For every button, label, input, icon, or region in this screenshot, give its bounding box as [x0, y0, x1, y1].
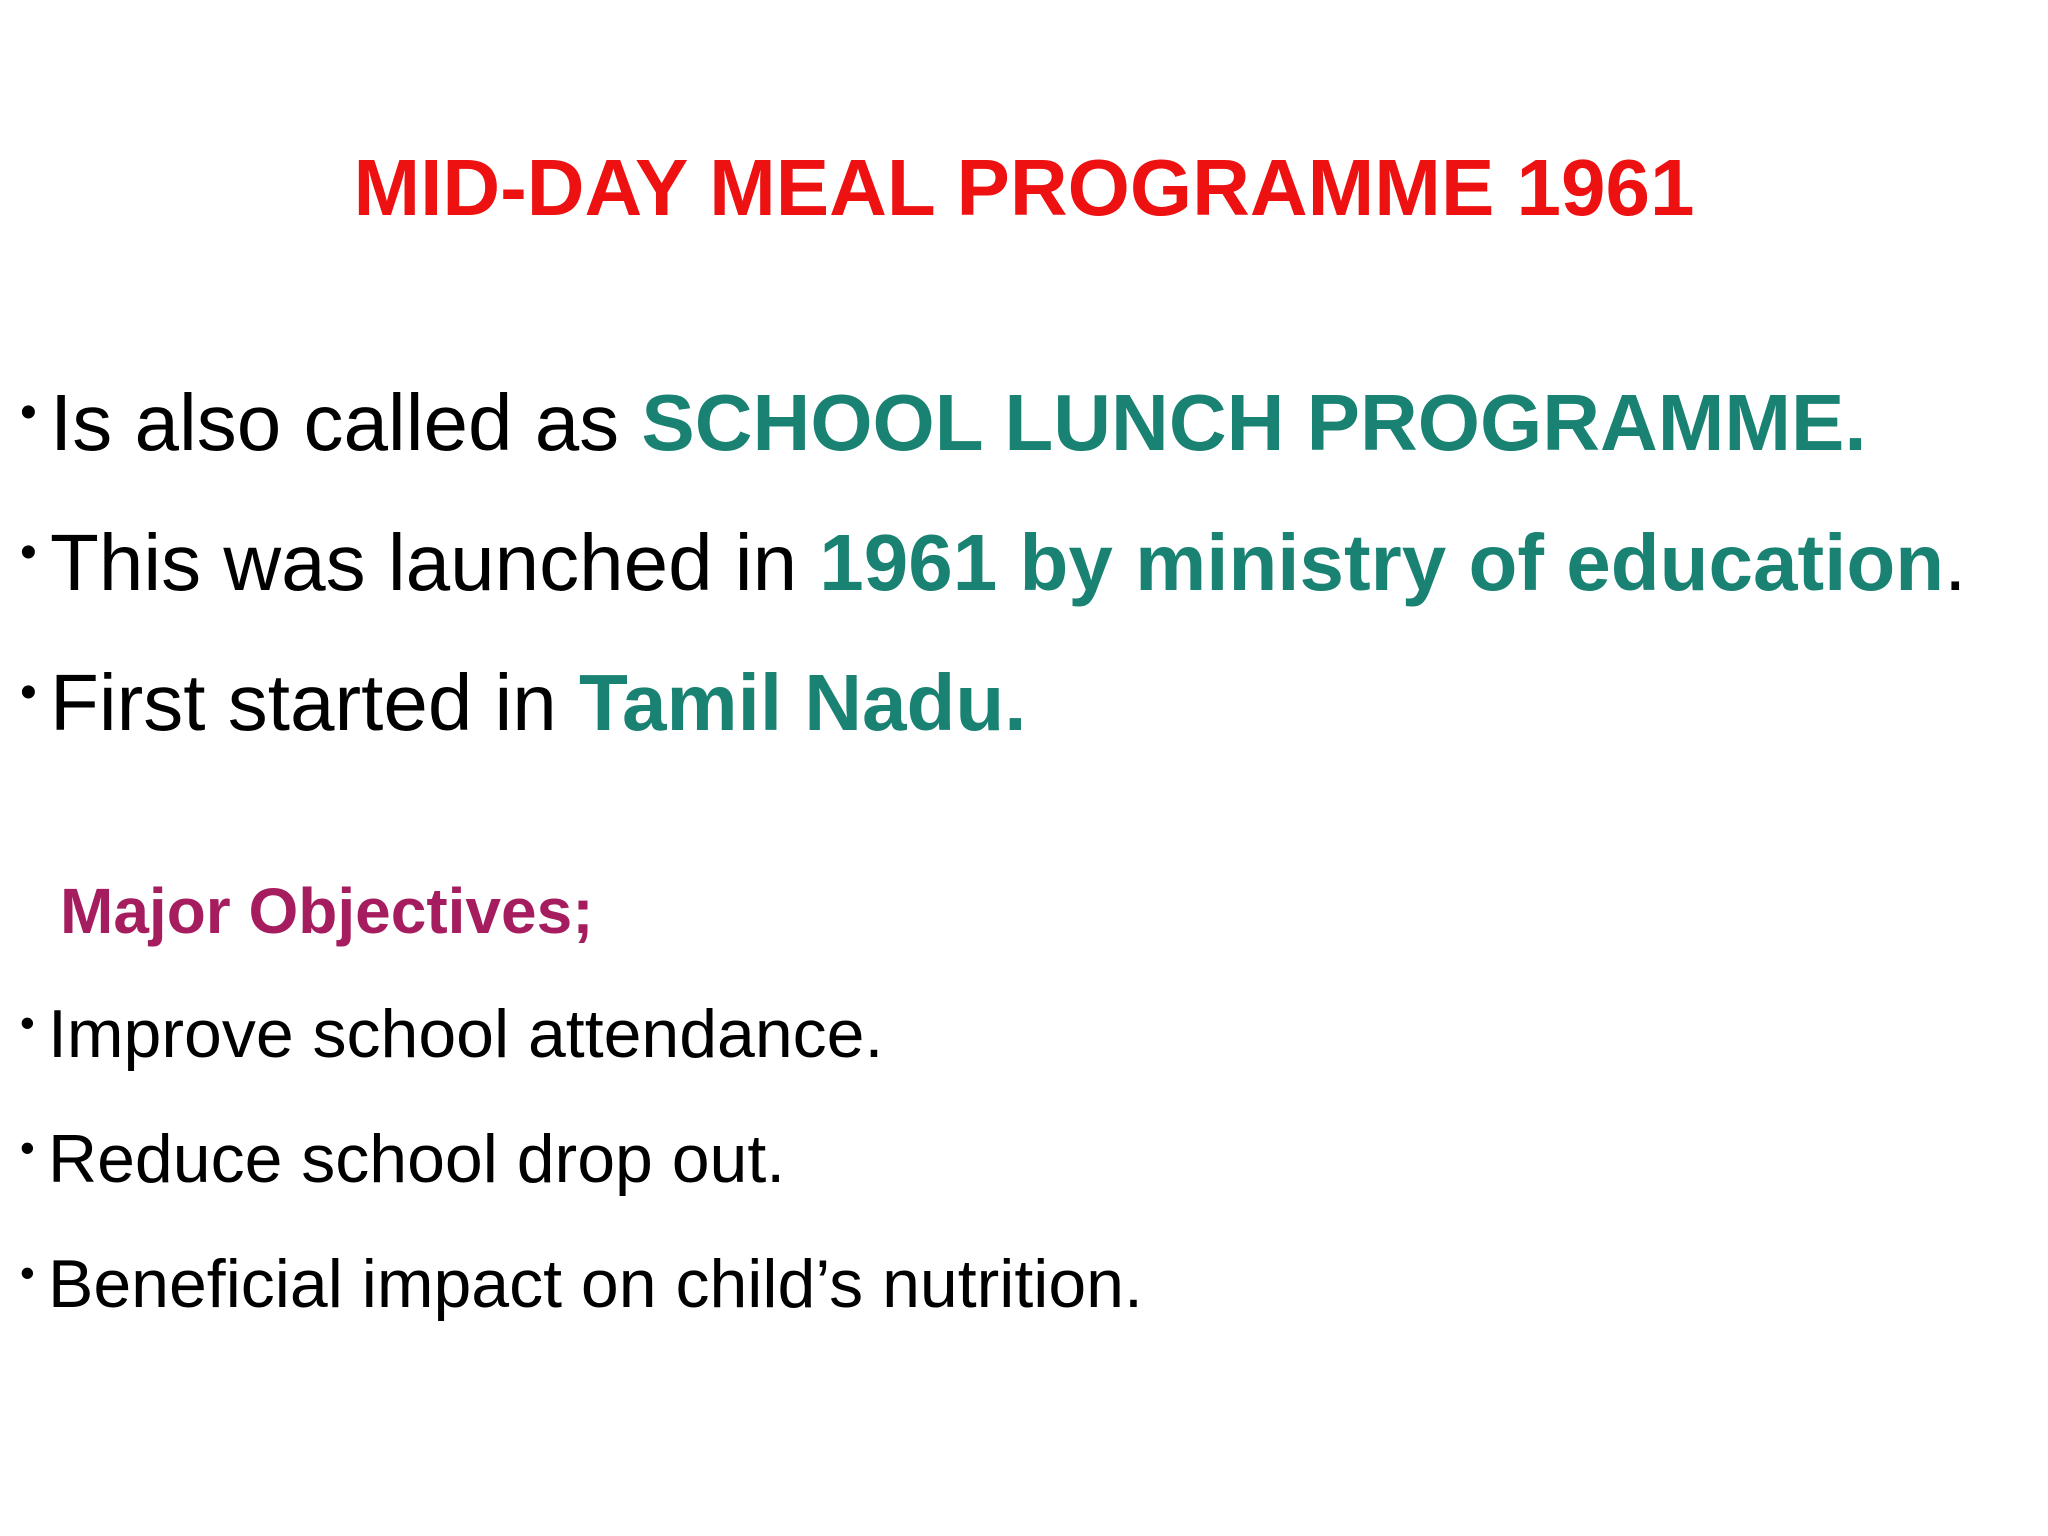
bullet-icon: • — [20, 999, 35, 1046]
objective-item — [20, 966, 2020, 1091]
slide-title: MID-DAY MEAL PROGRAMME 1961 — [353, 143, 1695, 232]
objective-text: Beneficial impact on child’s nutrition. — [48, 1246, 1143, 1322]
objective-item — [20, 1091, 2020, 1216]
objectives-list — [20, 966, 2020, 1341]
objective-text: Improve school attendance. — [48, 996, 884, 1072]
key-point-highlight: Tamil Nadu. — [579, 658, 1027, 747]
key-point-tail: . — [1944, 518, 1967, 607]
key-point-highlight: SCHOOL LUNCH PROGRAMME. — [641, 378, 1867, 467]
bullet-icon: • — [20, 666, 37, 719]
objective-item — [20, 1216, 2020, 1341]
key-point-3 — [20, 628, 2040, 768]
key-point-text: Is also called as — [50, 378, 642, 467]
bullet-icon: • — [20, 1249, 35, 1296]
key-point-1 — [20, 348, 2040, 488]
objective-text: Reduce school drop out. — [48, 1121, 786, 1197]
key-point-highlight: 1961 by ministry of education — [819, 518, 1945, 607]
key-point-text: This was launched in — [50, 518, 820, 607]
key-points-list — [20, 348, 2040, 768]
objectives-heading: Major Objectives; — [60, 875, 594, 947]
key-point-2 — [20, 488, 2040, 628]
key-point-text: First started in — [50, 658, 580, 747]
bullet-icon: • — [20, 526, 37, 579]
bullet-icon: • — [20, 1124, 35, 1171]
bullet-icon: • — [20, 386, 37, 439]
